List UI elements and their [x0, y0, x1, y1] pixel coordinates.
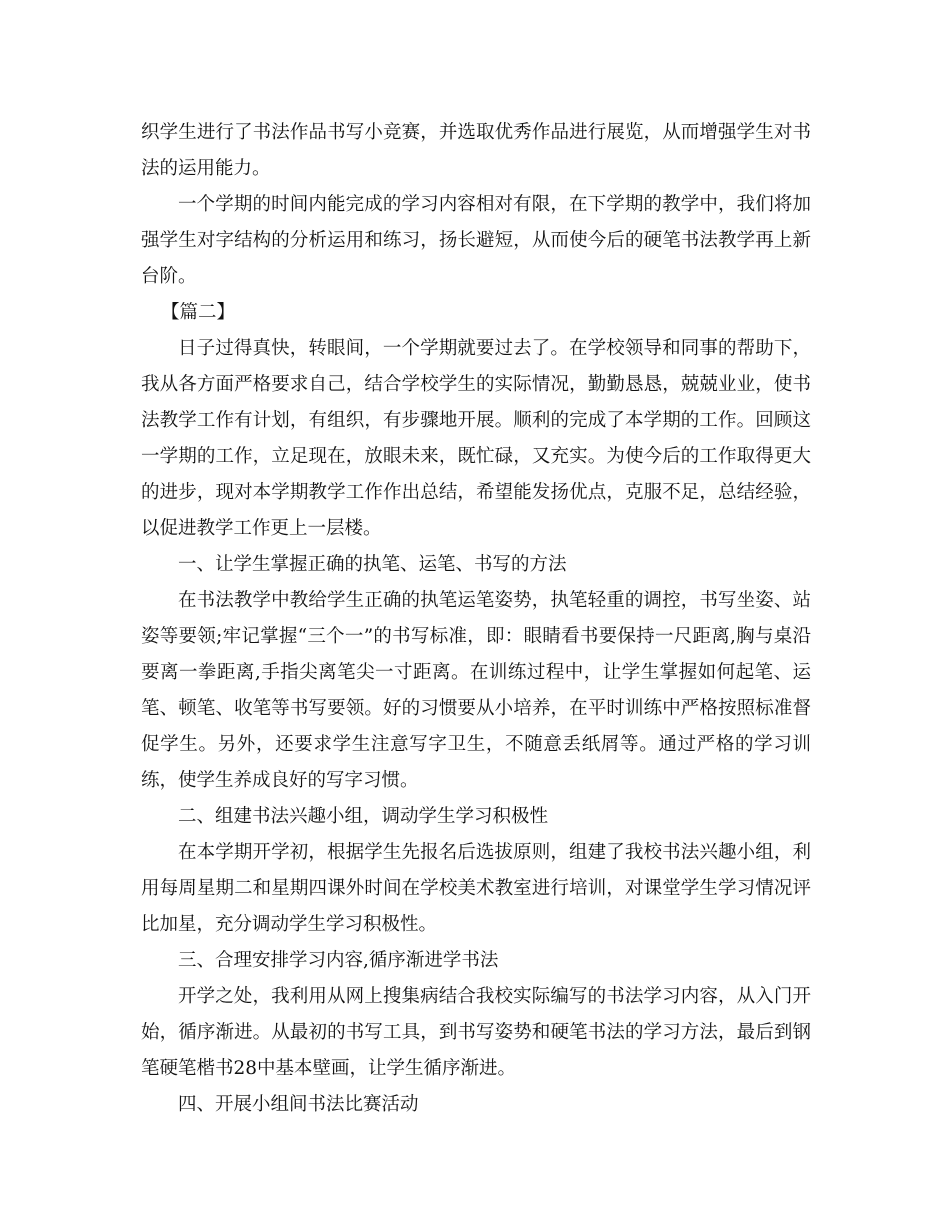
heading-point-three: 三、合理安排学习内容,循序渐进学书法	[178, 950, 499, 971]
paragraph-point-one: 在书法教学中教给学生正确的执笔运笔姿势，执笔轻重的调控，书写坐姿、站姿等要领;牢记掌握“三个一”的书写标准，即：眼睛看书要保持一尺距离,胸与桌沿要离一拳距离,手指尖离笔尖一寸距离。在训练过程中，让学生掌握如何起笔、运笔、顿笔、收笔等书写要领。好的习惯要从小培养，在平时训练中严格按照标准督促学生。另外，还要求学生注意写字卫生，不随意丢纸屑等。通过严格的学习训练，使学生养成良好的写字习惯。	[141, 590, 811, 791]
section-title-part-two: 【篇二】	[161, 302, 236, 323]
heading-point-two: 二、组建书法兴趣小组，调动学生学习积极性	[178, 806, 549, 827]
heading-point-one: 一、让学生掌握正确的执笔、运笔、书写的方法	[178, 554, 567, 575]
paragraph-next-term-plan: 一个学期的时间内能完成的学习内容相对有限，在下学期的教学中，我们将加强学生对字结构的分析运用和练习，扬长避短，从而使今后的硬笔书法教学再上新台阶。	[141, 194, 811, 287]
paragraph-point-three: 开学之处，我利用从网上搜集病结合我校实际编写的书法学习内容，从入门开始，循序渐进。从最初的书写工具，到书写姿势和硬笔书法的学习方法，最后到钢笔硬笔楷书28中基本壁画，让学生循序渐进。	[141, 986, 811, 1079]
paragraph-point-two: 在本学期开学初，根据学生先报名后选拔原则，组建了我校书法兴趣小组，利用每周星期二和星期四课外时间在学校美术教室进行培训，对课堂学生学习情况评比加星，充分调动学生学习积极性。	[141, 842, 811, 935]
paragraph-intro: 日子过得真快，转眼间，一个学期就要过去了。在学校领导和同事的帮助下，我从各方面严格要求自己，结合学校学生的实际情况，勤勤恳恳，兢兢业业，使书法教学工作有计划，有组织，有步骤地开展。顺利的完成了本学期的工作。回顾这一学期的工作，立足现在，放眼未来，既忙碌，又充实。为使今后的工作取得更大的进步，现对本学期教学工作作出总结，希望能发扬优点，克服不足，总结经验，以促进教学工作更上一层楼。	[141, 338, 811, 539]
paragraph-continuation: 织学生进行了书法作品书写小竞赛，并选取优秀作品进行展览，从而增强学生对书法的运用能力。	[141, 122, 811, 179]
document-page	[141, 115, 811, 1123]
heading-point-four: 四、开展小组间书法比赛活动	[178, 1094, 419, 1115]
